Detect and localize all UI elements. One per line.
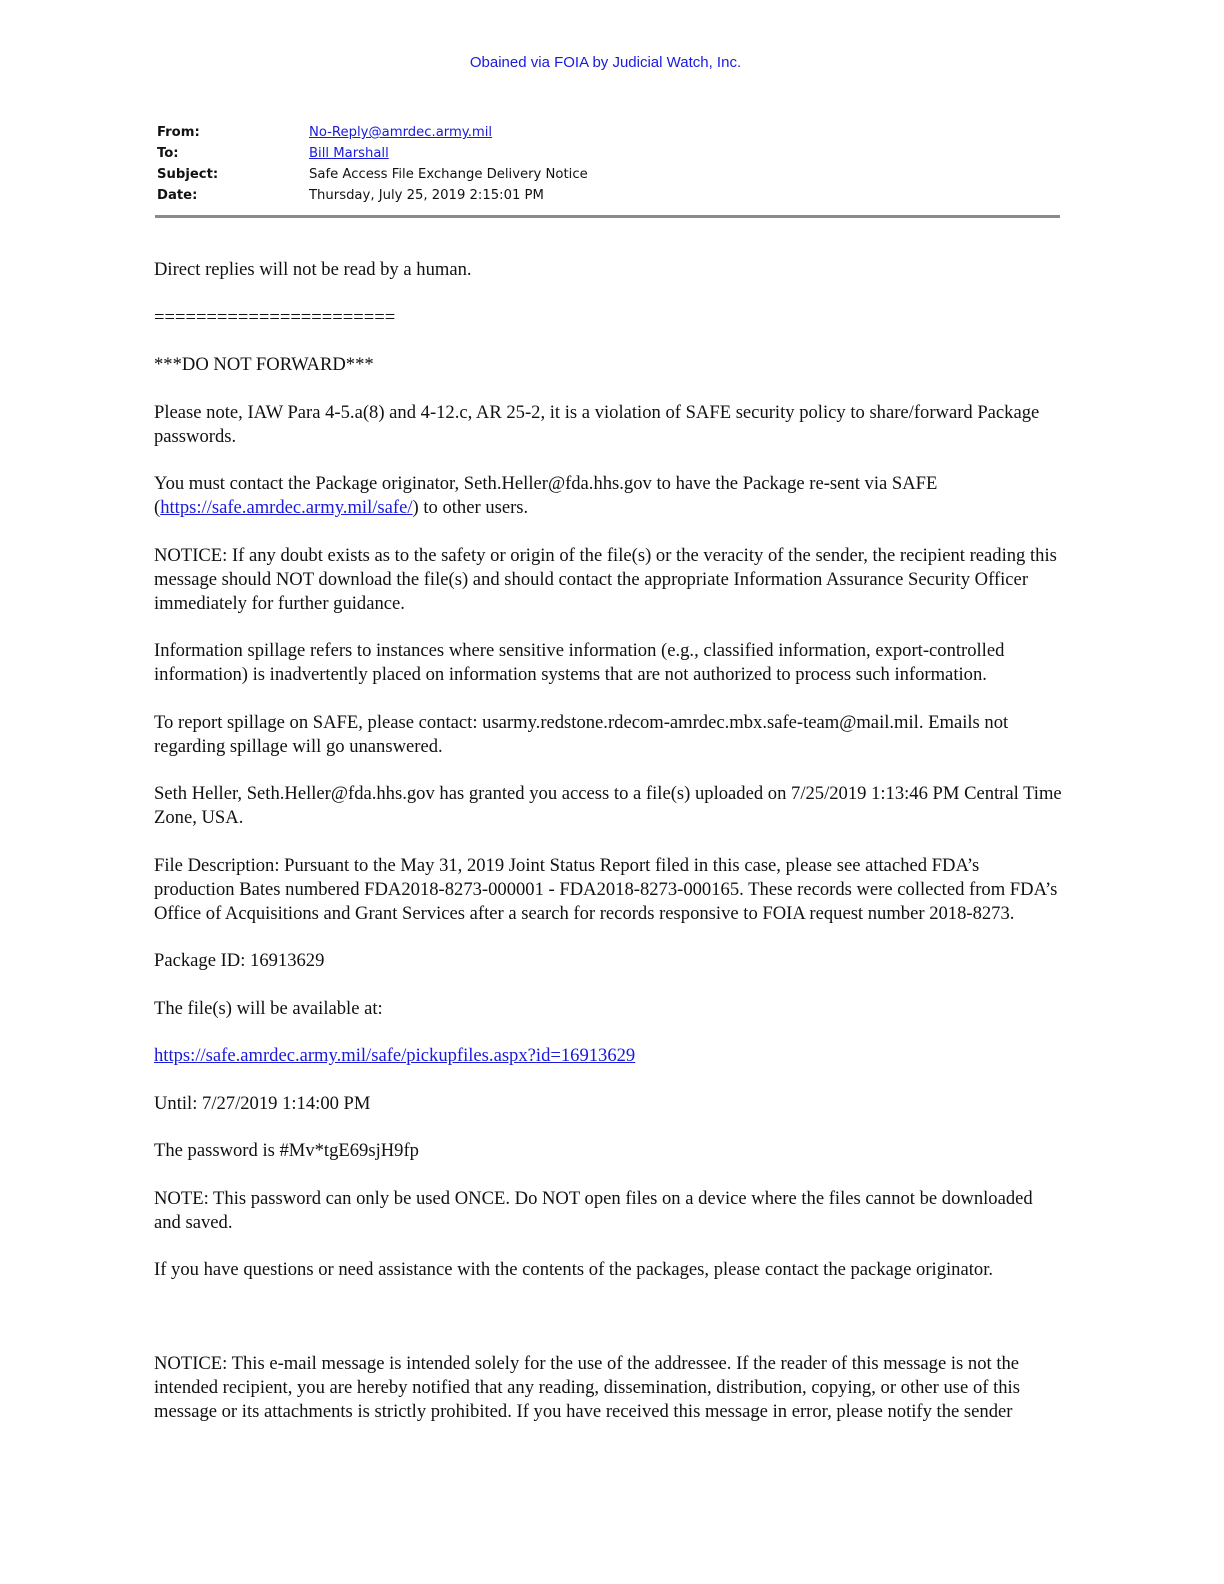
- safety-notice: NOTICE: If any doubt exists as to the safety or origin of the file(s) or the veracity of the sender, the recipient reading this message should NOT download the file(s) and should contact the appropriate Information Assurance Security Officer immediately for further guidance.: [154, 544, 1057, 614]
- from-label: From:: [157, 125, 200, 140]
- from-row: [157, 122, 1061, 143]
- pickup-link-line: [154, 1044, 1064, 1068]
- date-row: [157, 185, 1061, 206]
- access-granted: Seth Heller, Seth.Heller@fda.hhs.gov has granted you access to a file(s) uploaded on 7/25/2019 1:13:46 PM Central Time Zone, USA.: [154, 783, 1062, 828]
- pickup-files-link[interactable]: https://safe.amrdec.army.mil/safe/pickupfiles.aspx?id=16913629: [154, 1045, 636, 1066]
- spillage-definition: Information spillage refers to instances where sensitive information (e.g., classified information, export-controlled information) is inadvertently placed on information systems that are not authorized to process such information.: [154, 640, 1005, 685]
- email-header: [157, 122, 1061, 206]
- spillage-report: To report spillage on SAFE, please contact: usarmy.redstone.rdecom-amrdec.mbx.safe-team@mail.mil. Emails not regarding spillage will go unanswered.: [154, 711, 1009, 757]
- to-row: [157, 143, 1061, 164]
- contact-originator: [154, 472, 1064, 520]
- subject-label: Subject:: [157, 167, 219, 182]
- foia-watermark: Obained via FOIA by Judicial Watch, Inc.: [469, 54, 742, 71]
- date-value: Thursday, July 25, 2019 2:15:01 PM: [309, 188, 544, 203]
- confidentiality-notice: NOTICE: This e-mail message is intended solely for the use of the addressee. If the reader of this message is not the intended recipient, you are hereby notified that any reading, dissemination, distribution, copying, or other use of this message or its attachments is strictly prohibited. If you have received this message in error, please notify the sender: [154, 1353, 1020, 1422]
- subject-value: Safe Access File Exchange Delivery Notice: [309, 167, 588, 182]
- contact-originator-text: You must contact the Package originator, Seth.Heller@fda.hhs.gov to have the Package re-sent via SAFE (: [154, 473, 938, 518]
- availability-intro: The file(s) will be available at:: [154, 997, 383, 1019]
- email-body: [154, 258, 1064, 1448]
- questions-note: If you have questions or need assistance with the contents of the packages, please contact the package originator.: [154, 1259, 994, 1280]
- contact-originator-tail: ) to other users.: [412, 497, 529, 518]
- to-recipient-link[interactable]: Bill Marshall: [309, 146, 389, 161]
- password-note: NOTE: This password can only be used ONCE. Do NOT open files on a device where the files cannot be downloaded and saved.: [154, 1187, 1033, 1233]
- file-description: File Description: Pursuant to the May 31, 2019 Joint Status Report filed in this case, please see attached FDA’s production Bates numbered FDA2018-8273-000001 - FDA2018-8273-000165. These records were collected from FDA’s Office of Acquisitions and Grant Services after a search for records responsive to FOIA request number 2018-8273.: [154, 854, 1058, 924]
- from-address-link[interactable]: No-Reply@amrdec.army.mil: [309, 125, 493, 140]
- subject-row: [157, 164, 1061, 185]
- to-label: To:: [157, 146, 179, 161]
- header-divider: [155, 215, 1060, 218]
- safe-site-link[interactable]: https://safe.amrdec.army.mil/safe/: [160, 497, 413, 518]
- expiry-date: Until: 7/27/2019 1:14:00 PM: [154, 1092, 371, 1114]
- do-not-forward: ***DO NOT FORWARD***: [154, 354, 374, 375]
- date-label: Date:: [157, 188, 198, 203]
- password-line: The password is #Mv*tgE69sjH9fp: [154, 1140, 419, 1161]
- package-id: Package ID: 16913629: [154, 950, 325, 971]
- no-reply-notice: Direct replies will not be read by a human.: [154, 259, 472, 280]
- policy-note: Please note, IAW Para 4-5.a(8) and 4-12.c, AR 25-2, it is a violation of SAFE security policy to share/forward Package passwords.: [154, 401, 1040, 447]
- separator-line: =======================: [154, 306, 396, 328]
